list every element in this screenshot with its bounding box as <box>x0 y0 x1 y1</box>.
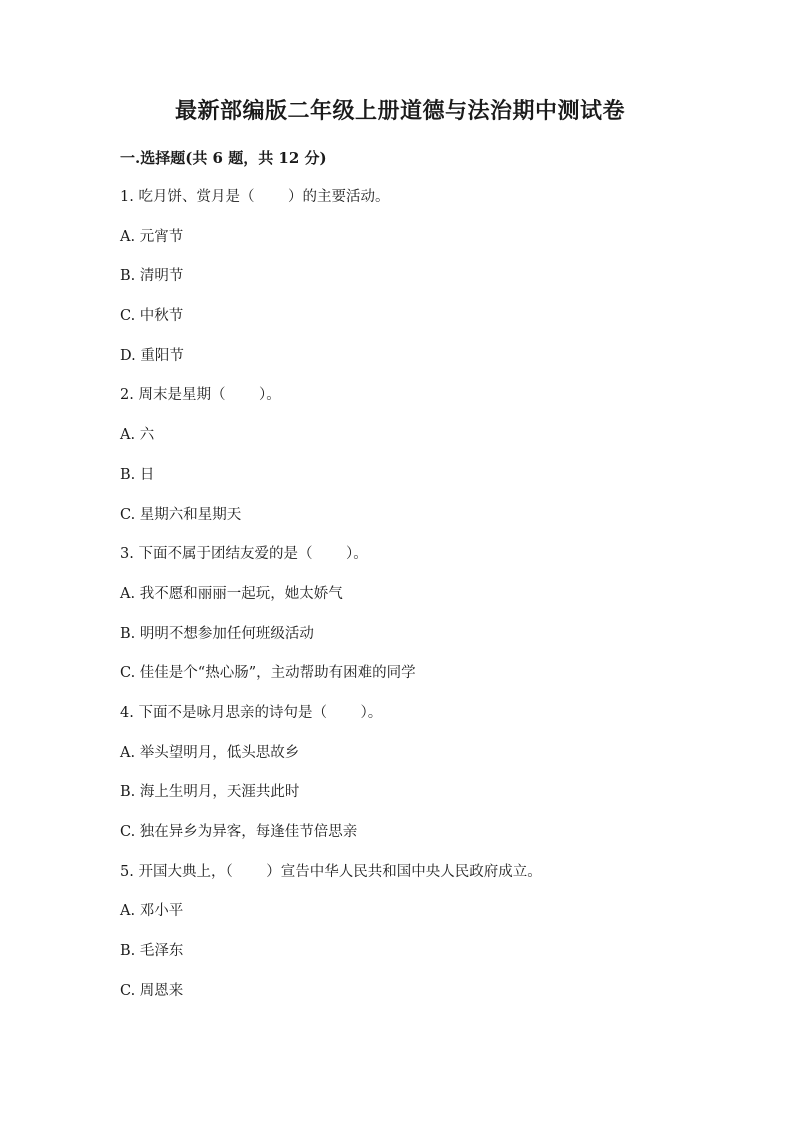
page-title: 最新部编版二年级上册道德与法治期中测试卷 <box>174 98 625 124</box>
option-5c: C. 周恩来 <box>120 982 184 999</box>
question-stem-4: 4. 下面不是咏月思亲的诗句是（ ）。 <box>120 704 383 721</box>
question-stem-3: 3. 下面不属于团结友爱的是（ ）。 <box>120 546 368 563</box>
option-1d: D. 重阳节 <box>120 347 184 364</box>
section-header: 一.选择题(共 6 题，共 12 分) <box>120 149 327 167</box>
option-2a: A. 六 <box>120 427 155 444</box>
option-4b: B. 海上生明月，天涯共此时 <box>120 784 300 801</box>
question-stem-5: 5. 开国大典上，（ ）宣告中华人民共和国中央人民政府成立。 <box>120 863 542 880</box>
question-stem-1: 1. 吃月饼、赏月是（ ）的主要活动。 <box>120 189 390 205</box>
option-3b: B. 明明不想参加任何班级活动 <box>120 625 314 642</box>
option-4a: A. 举头望明月，低头思故乡 <box>120 744 300 761</box>
option-5a: A. 邓小平 <box>120 903 184 920</box>
option-1c: C. 中秋节 <box>120 308 184 325</box>
question-list <box>120 186 740 1019</box>
option-3c: C. 佳佳是个“热心肠”，主动帮助有困难的同学 <box>120 665 416 682</box>
option-4c: C. 独在异乡为异客，每逢佳节倍思亲 <box>120 824 358 840</box>
option-2b: B. 日 <box>120 466 155 483</box>
option-3a: A. 我不愿和丽丽一起玩，她太娇气 <box>120 585 343 602</box>
question-stem-2: 2. 周末是星期（ ）。 <box>120 387 281 404</box>
option-5b: B. 毛泽东 <box>120 943 184 960</box>
option-2c: C. 星期六和星期天 <box>120 506 242 523</box>
option-1a: A. 元宵节 <box>120 228 184 245</box>
option-1b: B. 清明节 <box>120 268 184 285</box>
